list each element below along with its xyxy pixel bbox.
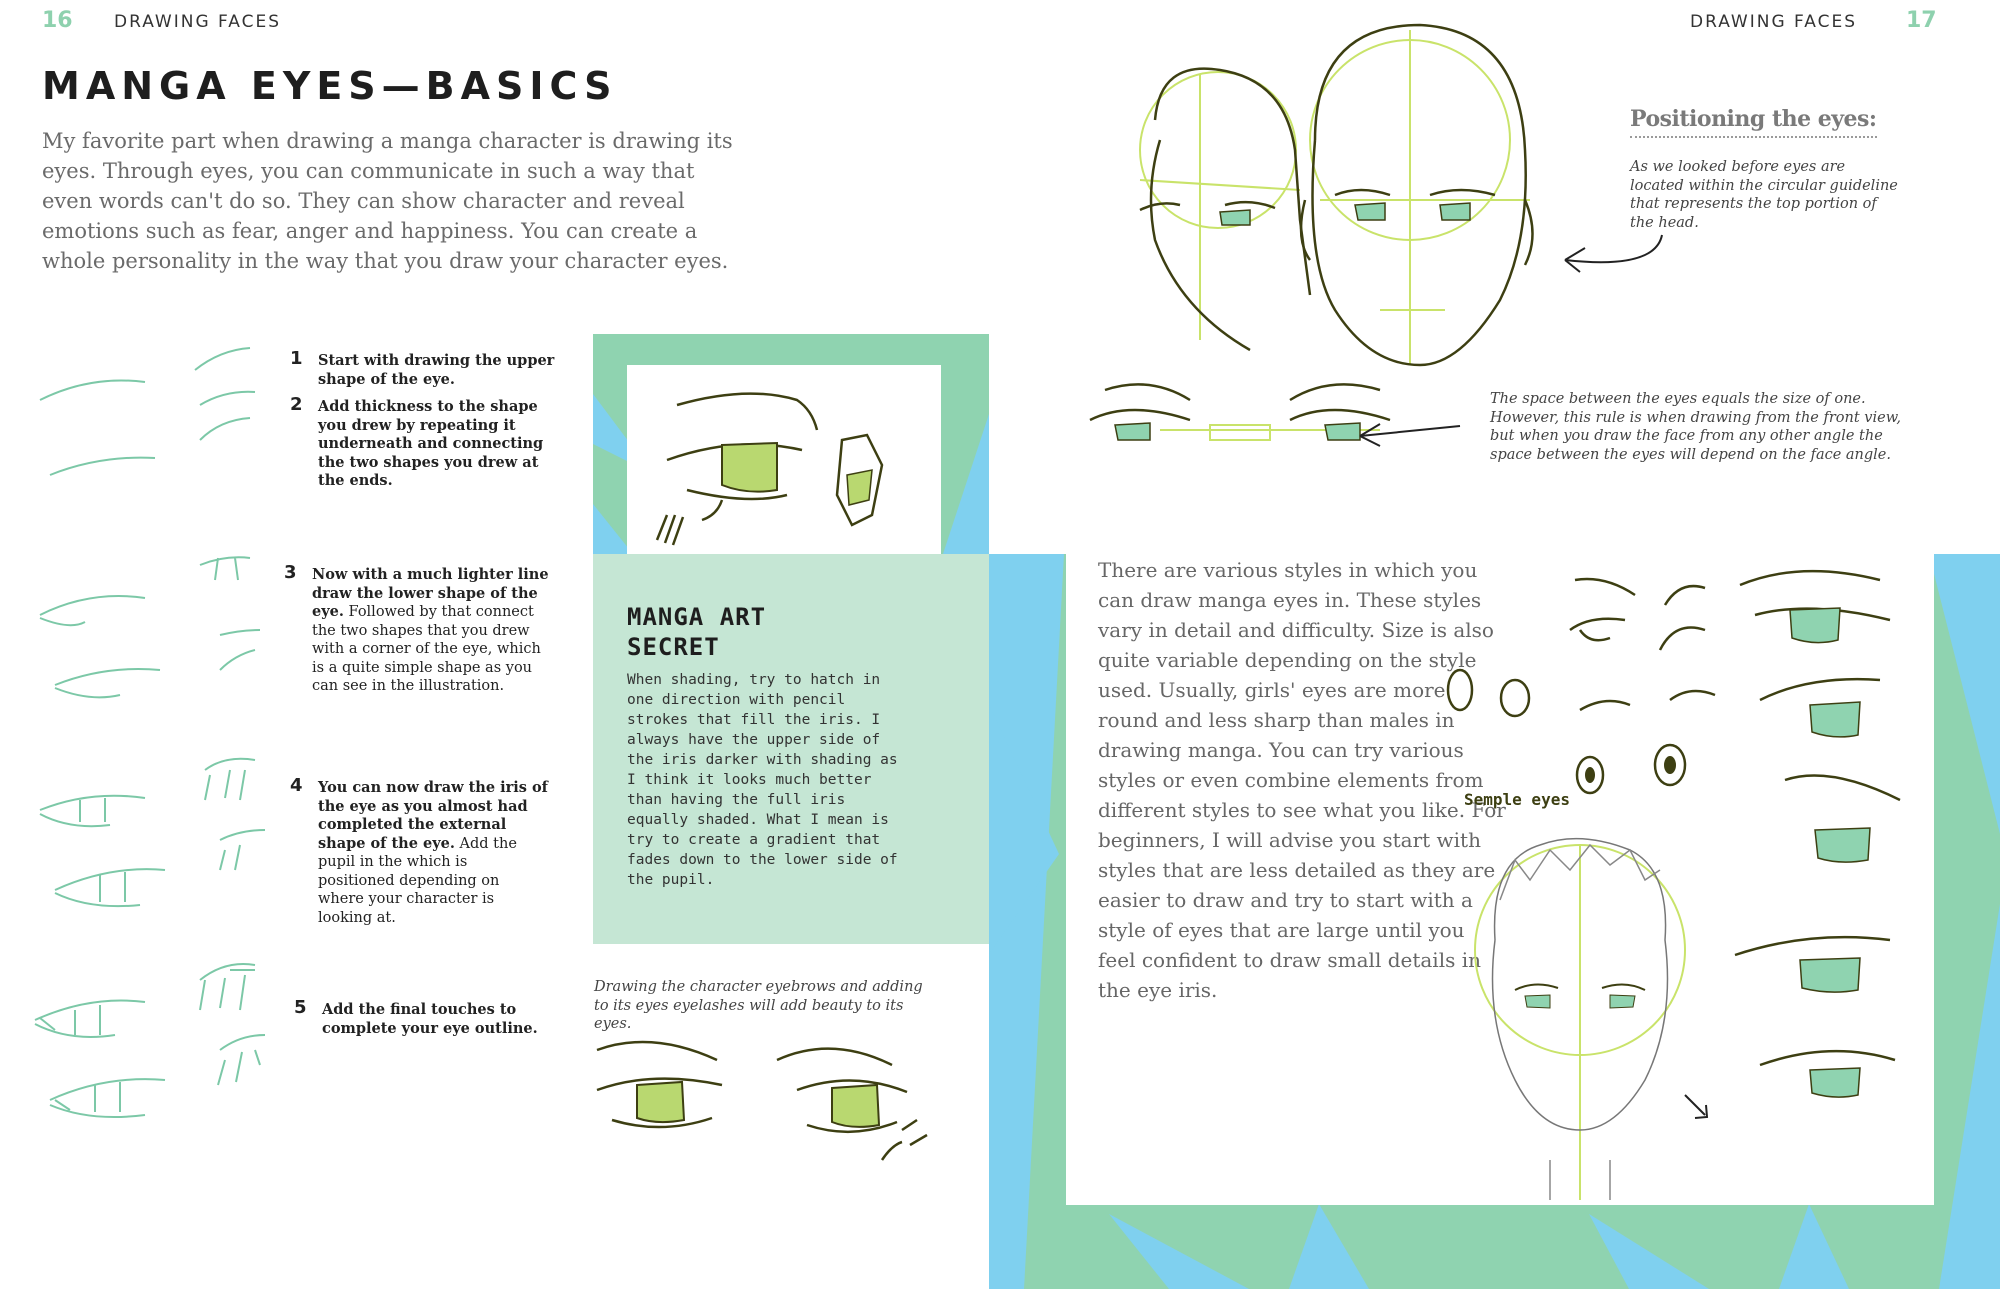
positioning-text: As we looked before eyes are located within the circular guideline that represents the top portion of the head.	[1630, 159, 1898, 231]
secret-body: When shading, try to hatch in one direction with pencil strokes that fill the iris. I always have the upper side of the iris darker with shading as I think it looks much better than having the full iris equally shaded. What I mean is try to create a gradient that fades down to the lower side of the pupil.	[627, 672, 898, 888]
sample-eyes-label: Semple eyes	[1464, 790, 1570, 809]
step-number: 3	[284, 562, 297, 583]
intro-paragraph: My favorite part when drawing a manga character is drawing its eyes. Through eyes, you can communicate in such a way that even words can't do so. They can show character and reveal emotions such as fear, anger and happiness. You can create a whole personality in the way that you draw your character eyes.	[42, 129, 733, 273]
arrow-icon	[1550, 230, 1670, 280]
step-number: 2	[290, 394, 303, 415]
step4-sketch	[40, 759, 265, 906]
left-arrow-icon	[1355, 418, 1465, 448]
step-1	[290, 348, 568, 389]
step-bold-text: Add the final touches to complete your eye outline.	[322, 1001, 538, 1037]
running-head-right: DRAWING FACES	[1690, 12, 1857, 32]
detailed-eyes	[1685, 571, 1900, 1118]
step-bold-text: Start with drawing the upper shape of the eye.	[318, 352, 555, 388]
step-number: 1	[290, 348, 303, 369]
front-head	[1301, 25, 1533, 365]
page-title: MANGA EYES—BASICS	[42, 64, 618, 108]
page-number-left: 16	[42, 8, 73, 33]
secret-title: MANGA ART SECRET	[627, 603, 767, 661]
sample-eyes-drawings	[1430, 560, 1920, 1200]
eye-steps-sketches	[20, 330, 290, 1170]
sample-face	[1475, 839, 1685, 1200]
eyebrow-eyes-drawing	[592, 1030, 932, 1180]
eye-shading-drawing	[627, 365, 941, 554]
step-number: 4	[290, 775, 303, 796]
step-2	[290, 394, 568, 491]
step3-sketch	[40, 557, 260, 697]
step-bold-text: You can now draw the iris of the eye as you almost had completed the external shape of the eye.	[318, 779, 548, 852]
step1-sketch	[40, 348, 255, 475]
spacing-note: The space between the eyes equals the size of one. However, this rule is when drawing from the front view, but when you draw the face from any other angle the space between the eyes will depend on the face angle.	[1490, 391, 1902, 463]
three-quarter-head	[1140, 69, 1310, 350]
step5-sketch	[35, 964, 265, 1117]
head-proportion-diagrams	[1100, 20, 1560, 380]
running-head-left: DRAWING FACES	[114, 12, 281, 32]
step-bold-text: Now with a much lighter line draw the lower shape of the eye.	[312, 566, 549, 620]
eyebrows-caption: Drawing the character eyebrows and adding to its eyes eyelashes will add beauty to its eyes.	[594, 979, 923, 1032]
step-number: 5	[294, 997, 307, 1018]
step-5	[294, 997, 542, 1038]
cartoon-eyes	[1448, 579, 1715, 793]
positioning-title: Positioning the eyes:	[1630, 106, 1877, 138]
eye-shading-illustration	[627, 365, 941, 554]
step-text: Followed by that connect the two shapes that you drew with a corner of the eye, which is a quite simple shape as you can see in the illustration.	[312, 604, 541, 694]
page-number-right: 17	[1906, 8, 1937, 33]
step-text: Add the pupil in the which is positioned depending on where your character is looking at.	[318, 835, 517, 926]
styles-paragraph: There are various styles in which you can draw manga eyes in. These styles vary in detail and difficulty. Size is also quite variable depending on the style used. Usually, girls' eyes are more round and less sharp than males in drawing manga. You can try various styles or even combine elements from different styles to see what you like. For beginners, I will advise you start with styles that are less detailed as they are easier to draw and try to start with a style of eyes that are large until you feel confident to draw small details in the eye iris.	[1098, 558, 1506, 1002]
step-3	[284, 562, 552, 696]
step-bold-text: Add thickness to the shape you drew by repeating it underneath and connecting the two shapes you drew at the ends.	[318, 398, 544, 489]
step-4	[290, 775, 548, 927]
